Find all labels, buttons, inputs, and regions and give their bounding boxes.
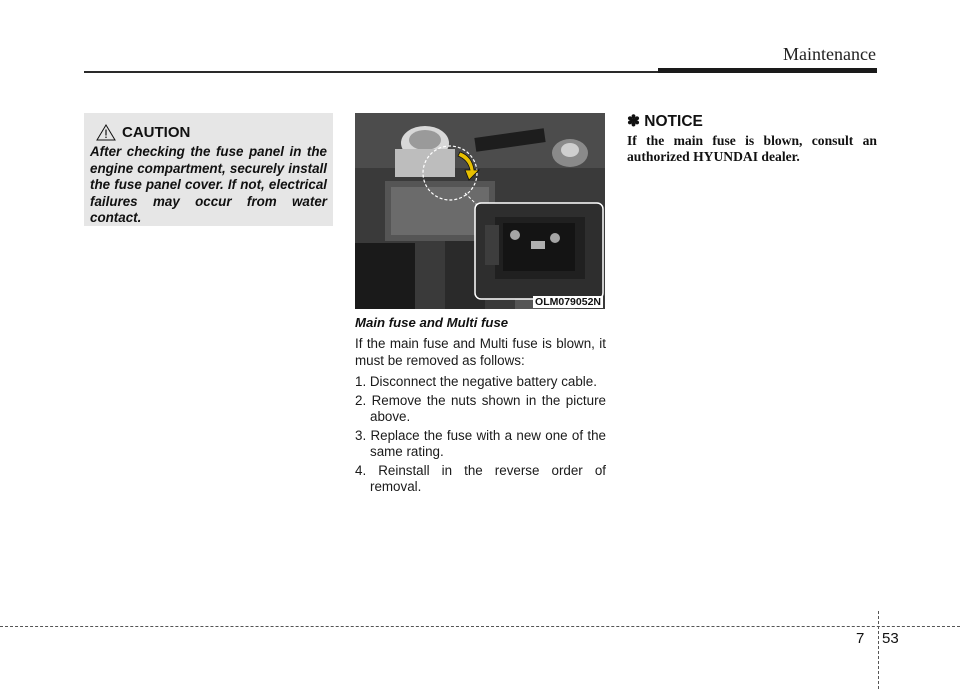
- intro-paragraph: If the main fuse and Multi fuse is blown, it must be removed as follows:: [355, 336, 606, 368]
- step-item: 3. Replace the fuse with a new one of the same rating.: [355, 427, 606, 459]
- chapter-number: 7: [856, 630, 865, 647]
- instructions-column: [355, 315, 606, 498]
- footer-rule: [0, 626, 960, 627]
- step-item: 1. Disconnect the negative battery cable.: [355, 374, 597, 389]
- figure-code: OLM079052N: [535, 296, 601, 308]
- footer-divider: [878, 611, 879, 689]
- step-list: [355, 374, 606, 496]
- caution-title: CAUTION: [122, 123, 191, 141]
- step-item: 2. Remove the nuts shown in the picture above.: [355, 392, 606, 424]
- notice-text: If the main fuse is blown, consult an authorized HYUNDAI dealer.: [627, 133, 877, 164]
- notice-section: [627, 112, 877, 165]
- page-number: 53: [882, 630, 899, 647]
- figure-caption: Main fuse and Multi fuse: [355, 315, 509, 330]
- notice-title: ✽ NOTICE: [627, 113, 703, 130]
- caution-text: After checking the fuse panel in the engine compartment, securely install the fuse panel cover. If not, electrical failures may occur from water contact.: [90, 144, 327, 225]
- header-rule-thick: [658, 68, 877, 73]
- header-rule-thin: [84, 71, 658, 73]
- engine-compartment-illustration: [355, 113, 605, 309]
- step-item: 4. Reinstall in the reverse order of removal.: [355, 462, 606, 494]
- caution-header: [96, 123, 327, 141]
- section-title: Maintenance: [783, 44, 876, 64]
- engine-photo: [355, 113, 605, 309]
- caution-box: [84, 113, 333, 226]
- warning-triangle-icon: [96, 124, 116, 141]
